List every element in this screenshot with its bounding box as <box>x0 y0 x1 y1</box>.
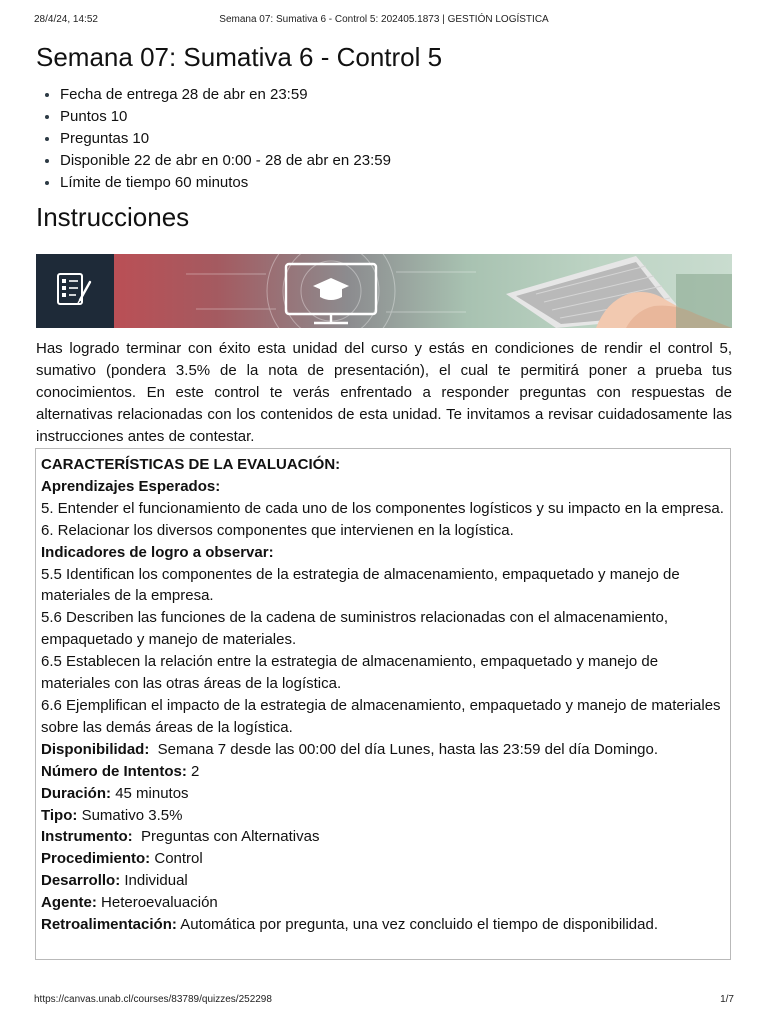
field-label: Duración: <box>41 784 112 802</box>
field-value: Individual <box>124 872 188 890</box>
print-header <box>34 14 734 28</box>
field-agent <box>41 892 725 914</box>
page-number: 1/7 <box>720 994 734 1005</box>
detail-label: Fecha de entrega <box>60 86 178 103</box>
indicator: 5.6 Describen las funciones de la cadena de suministros relacionadas con el almacenamiento, empaquetado y manejo de materiales. <box>41 609 669 649</box>
detail-label: Preguntas <box>60 130 129 147</box>
indicator: 6.5 Establecen la relación entre la estrategia de almacenamiento, empaquetado y manejo de materiales con las otras áreas de la logística. <box>41 653 659 693</box>
graduation-monitor-icon <box>286 264 376 323</box>
field-instrument <box>41 826 725 848</box>
evaluation-heading: CARACTERÍSTICAS DE LA EVALUACIÓN: <box>41 456 341 473</box>
field-value: Control <box>154 850 203 868</box>
instructions-banner <box>36 254 732 328</box>
field-label: Agente: <box>41 894 97 912</box>
page-url-link[interactable]: https://canvas.unab.cl/courses/83789/quizzes/252298 <box>34 994 272 1005</box>
field-label: Desarrollo: <box>41 872 121 890</box>
field-value: 2 <box>191 762 200 780</box>
field-value: Heteroevaluación <box>101 894 218 912</box>
detail-value: 22 de abr en 0:00 - 28 de abr en 23:59 <box>134 152 391 169</box>
field-label: Tipo: <box>41 806 78 824</box>
field-label: Retroalimentación: <box>41 916 177 934</box>
field-value: Preguntas con Alternativas <box>141 828 320 846</box>
instructions-intro: Has logrado terminar con éxito esta unidad del curso y estás en condiciones de rendir el control 5, sumativo (pondera 3.5% de la nota de presentación), el cual te permitirá poner a prueba tus conocimientos. En este control te verás enfrentado a responder preguntas con respuestas de alternativas relacionadas con los contenidos de esta unidad. Te invitamos a revisar cuidadosamente las instrucciones antes de contestar. <box>36 340 732 445</box>
instructions-heading: Instrucciones <box>36 202 190 232</box>
indicator: 6.6 Ejemplifican el impacto de la estrategia de almacenamiento, empaquetado y manejo de materiales sobre las demás áreas de la logística. <box>41 696 721 736</box>
detail-time-limit <box>36 172 391 194</box>
detail-label: Puntos <box>60 108 107 125</box>
print-datetime: 28/4/24, 14:52 <box>34 14 98 25</box>
field-value: Semana 7 desde las 00:00 del día Lunes, hasta las 23:59 del día Domingo. <box>157 740 659 758</box>
detail-value: 28 de abr en 23:59 <box>181 86 308 103</box>
detail-points <box>36 106 391 128</box>
field-development <box>41 870 725 892</box>
field-label: Instrumento: <box>41 828 133 846</box>
indicators-label: Indicadores de logro a observar: <box>41 543 274 561</box>
learning-outcome: 6. Relacionar los diversos componentes que intervienen en la logística. <box>41 521 514 539</box>
indicator: 5.5 Identifican los componentes de la estrategia de almacenamiento, empaquetado y manejo de materiales de la empresa. <box>41 565 680 605</box>
print-page-title: Semana 07: Sumativa 6 - Control 5: 202405.1873 | GESTIÓN LOGÍSTICA <box>219 14 549 25</box>
detail-value: 10 <box>132 130 150 147</box>
detail-availability <box>36 150 391 172</box>
detail-label: Disponible <box>60 152 131 169</box>
field-label: Procedimiento: <box>41 850 151 868</box>
field-availability <box>41 739 725 761</box>
laptop-hands-illustration <box>506 256 732 328</box>
banner-illustration <box>36 254 732 328</box>
field-label: Disponibilidad: <box>41 740 150 758</box>
field-value: Automática por pregunta, una vez concluido el tiempo de disponibilidad. <box>180 916 659 934</box>
learning-outcome: 5. Entender el funcionamiento de cada uno de los componentes logísticos y su impacto en la empresa. <box>41 499 724 517</box>
field-label: Número de Intentos: <box>41 762 187 780</box>
evaluation-details-box <box>35 448 731 960</box>
field-feedback <box>41 914 725 936</box>
detail-value: 60 minutos <box>174 174 249 191</box>
detail-label: Límite de tiempo <box>60 174 171 191</box>
print-footer <box>34 994 734 1008</box>
field-type <box>41 805 725 827</box>
detail-due-date <box>36 84 391 106</box>
detail-value: 10 <box>110 108 128 125</box>
field-value: Sumativo 3.5% <box>81 806 183 824</box>
learning-outcomes-label: Aprendizajes Esperados: <box>41 477 221 495</box>
page-title: Semana 07: Sumativa 6 - Control 5 <box>36 42 443 72</box>
field-value: 45 minutos <box>115 784 189 802</box>
field-duration <box>41 783 725 805</box>
quiz-details-list <box>36 84 391 194</box>
field-procedure <box>41 848 725 870</box>
detail-questions <box>36 128 391 150</box>
field-attempts <box>41 761 725 783</box>
